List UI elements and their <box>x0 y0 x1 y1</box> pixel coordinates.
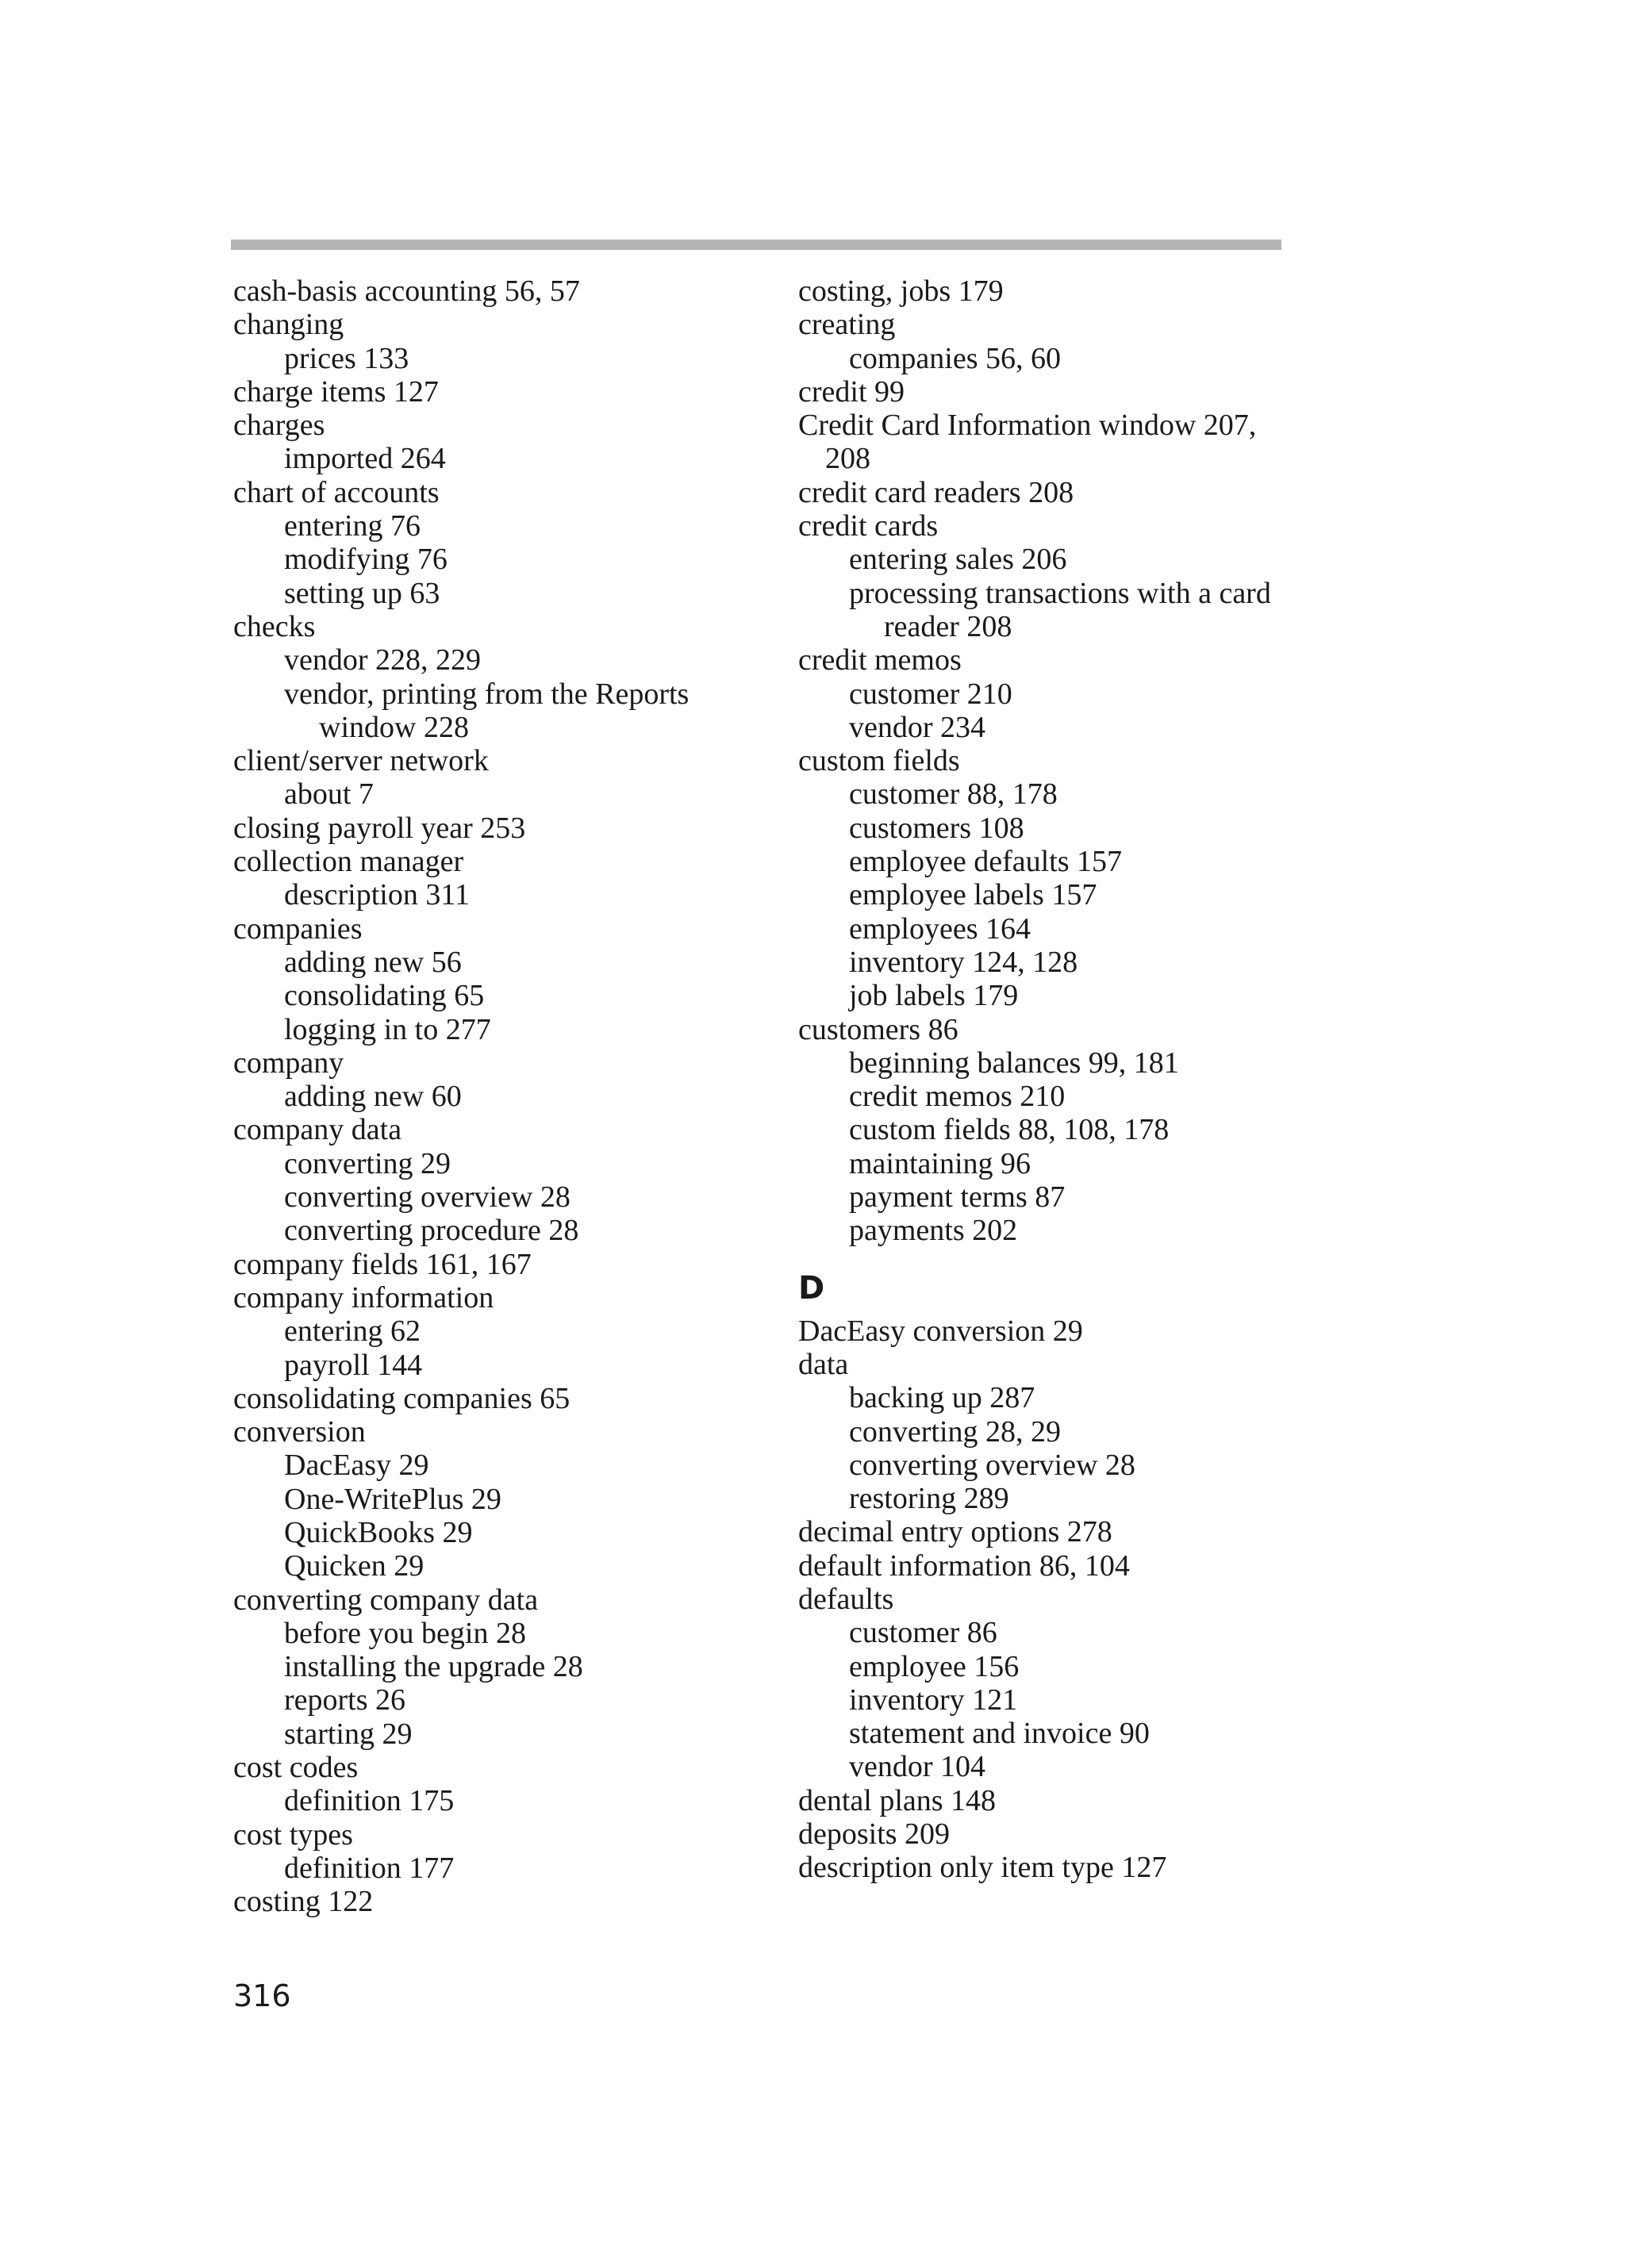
index-subentry: employee labels 157 <box>849 878 1097 912</box>
section-letter-d: D <box>798 1269 825 1307</box>
index-entry: consolidating companies 65 <box>233 1381 570 1415</box>
index-subentry: employee defaults 157 <box>849 845 1123 879</box>
index-subentry: vendor 228, 229 <box>284 643 482 677</box>
index-entry: credit memos <box>798 643 962 677</box>
index-subentry: consolidating 65 <box>284 979 485 1013</box>
index-entry: cost types <box>233 1817 353 1852</box>
index-subentry: customer 210 <box>849 677 1012 711</box>
index-subentry: companies 56, 60 <box>849 341 1062 375</box>
index-subentry: vendor, printing from the Reports <box>284 677 690 711</box>
index-subentry: vendor 234 <box>849 710 986 744</box>
index-column-left <box>233 274 773 1919</box>
index-entry: Credit Card Information window 207, <box>798 409 1257 443</box>
index-entry: dental plans 148 <box>798 1783 997 1817</box>
index-group-c <box>798 274 1338 1248</box>
index-subentry: employee 156 <box>849 1649 1020 1683</box>
index-subentry: inventory 121 <box>849 1683 1018 1717</box>
index-subentry: restoring 289 <box>849 1482 1009 1516</box>
index-entry: description only item type 127 <box>798 1851 1167 1885</box>
index-subentry: beginning balances 99, 181 <box>849 1046 1179 1080</box>
index-entry: checks <box>233 609 316 643</box>
index-entry: DacEasy conversion 29 <box>798 1314 1083 1348</box>
index-entry: default information 86, 104 <box>798 1548 1130 1583</box>
index-subentry: entering 76 <box>284 509 421 543</box>
index-entry: companies <box>233 911 363 946</box>
index-subentry: converting overview 28 <box>849 1448 1135 1482</box>
index-subentry: installing the upgrade 28 <box>284 1650 583 1684</box>
top-rule <box>231 240 1281 250</box>
index-subentry: custom fields 88, 108, 178 <box>849 1113 1170 1147</box>
index-entry: conversion <box>233 1415 366 1449</box>
index-subentry: customer 88, 178 <box>849 777 1058 812</box>
index-subentry: logging in to 277 <box>284 1012 491 1046</box>
index-entry: defaults <box>798 1582 894 1616</box>
index-entry: company information <box>233 1280 494 1314</box>
index-subentry: payment terms 87 <box>849 1180 1066 1215</box>
index-subentry: converting overview 28 <box>284 1180 570 1215</box>
index-entry: closing payroll year 253 <box>233 811 526 845</box>
index-subentry: payroll 144 <box>284 1348 423 1382</box>
index-subentry: maintaining 96 <box>849 1146 1031 1180</box>
index-subentry: customer 86 <box>849 1616 997 1650</box>
index-subentry: DacEasy 29 <box>284 1449 429 1483</box>
index-subentry: employees 164 <box>849 911 1031 946</box>
index-entry: creating <box>798 308 896 342</box>
index-subentry: reports 26 <box>284 1683 406 1717</box>
index-subentry: window 228 <box>319 710 469 744</box>
index-subentry: job labels 179 <box>849 979 1019 1013</box>
index-subentry: starting 29 <box>284 1717 413 1751</box>
index-subentry: about 7 <box>284 777 374 812</box>
index-subentry: prices 133 <box>284 341 409 375</box>
index-entry: decimal entry options 278 <box>798 1515 1112 1549</box>
index-subentry: before you begin 28 <box>284 1616 526 1650</box>
index-subentry: One-WritePlus 29 <box>284 1482 501 1516</box>
index-subentry: definition 175 <box>284 1784 455 1818</box>
index-entry: converting company data <box>233 1583 539 1617</box>
index-entry: credit cards <box>798 509 939 543</box>
index-subentry: adding new 56 <box>284 945 462 979</box>
index-entry: credit 99 <box>798 374 905 409</box>
index-subentry: adding new 60 <box>284 1080 462 1114</box>
index-subentry: entering 62 <box>284 1314 421 1349</box>
index-entry: changing <box>233 308 344 342</box>
index-entry: costing 122 <box>233 1885 374 1919</box>
index-entry: chart of accounts <box>233 475 440 509</box>
index-subentry: description 311 <box>284 878 470 912</box>
index-entry: cash-basis accounting 56, 57 <box>233 274 580 308</box>
index-entry: credit card readers 208 <box>798 475 1074 509</box>
index-entry: company fields 161, 167 <box>233 1247 532 1281</box>
index-group-d <box>798 1314 1338 1885</box>
index-subentry: inventory 124, 128 <box>849 945 1078 979</box>
index-entry: company <box>233 1046 344 1080</box>
index-subentry: Quicken 29 <box>284 1549 424 1583</box>
index-entry: charge items 127 <box>233 374 439 409</box>
index-subentry: entering sales 206 <box>849 543 1067 577</box>
index-subentry: reader 208 <box>884 609 1012 643</box>
index-subentry: converting 29 <box>284 1146 451 1180</box>
index-subentry: payments 202 <box>849 1214 1018 1248</box>
index-entry: company data <box>233 1113 402 1147</box>
index-subentry: setting up 63 <box>284 576 440 610</box>
index-subentry: converting procedure 28 <box>284 1214 579 1248</box>
index-entry: collection manager <box>233 845 464 879</box>
index-subentry: vendor 104 <box>849 1750 986 1784</box>
index-entry: client/server network <box>233 744 489 778</box>
index-entry: 208 <box>825 442 870 476</box>
index-entry: data <box>798 1347 849 1381</box>
index-entry: charges <box>233 409 325 443</box>
index-subentry: customers 108 <box>849 811 1024 845</box>
index-entry: customers 86 <box>798 1012 958 1046</box>
index-subentry: converting 28, 29 <box>849 1414 1062 1449</box>
index-subentry: QuickBooks 29 <box>284 1515 473 1549</box>
index-entry: custom fields <box>798 744 960 778</box>
index-column-right <box>798 274 1338 1885</box>
index-entry: deposits 209 <box>798 1817 951 1852</box>
index-entry: cost codes <box>233 1751 359 1785</box>
index-subentry: imported 264 <box>284 442 446 476</box>
index-subentry: processing transactions with a card <box>849 576 1271 610</box>
index-subentry: backing up 287 <box>849 1381 1035 1415</box>
index-entry: costing, jobs 179 <box>798 274 1004 308</box>
index-subentry: modifying 76 <box>284 543 448 577</box>
index-subentry: statement and invoice 90 <box>849 1717 1150 1751</box>
page-number: 316 <box>233 1978 291 2013</box>
index-subentry: definition 177 <box>284 1851 455 1885</box>
index-subentry: credit memos 210 <box>849 1080 1066 1114</box>
